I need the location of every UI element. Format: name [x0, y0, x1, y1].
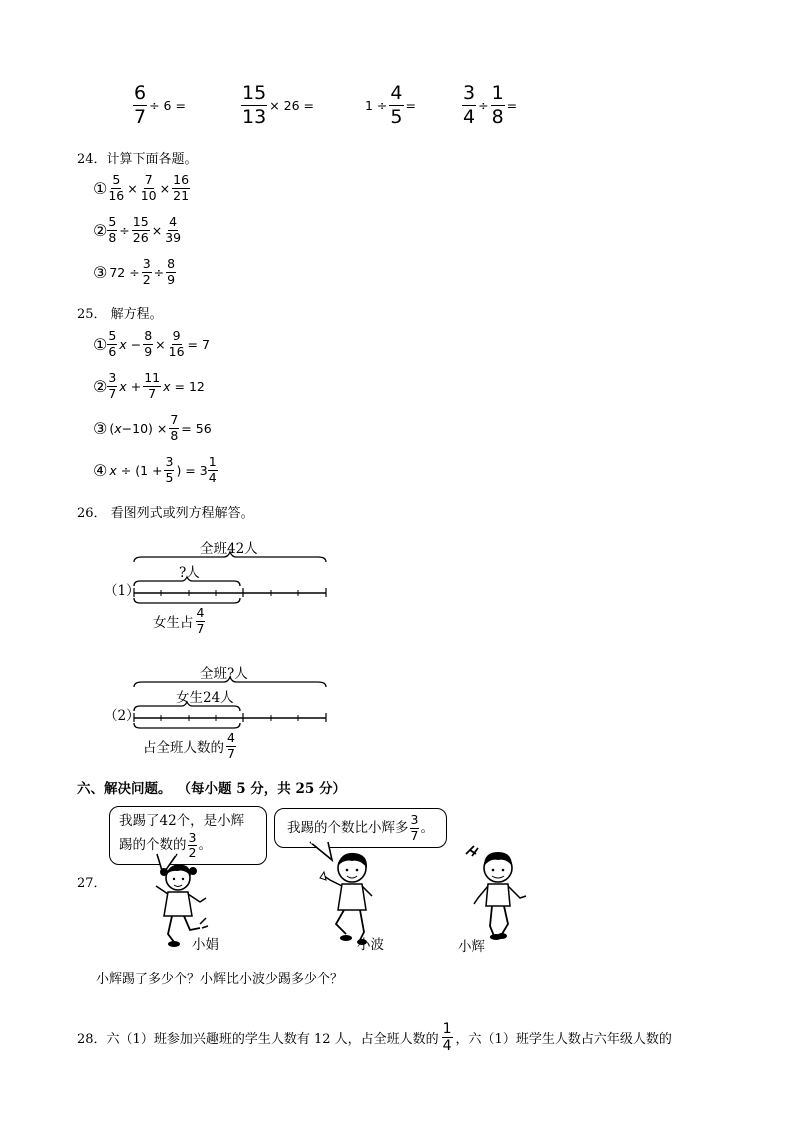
calc-item-3: 1 ÷ $\frac{4}{5}$ = — [365, 82, 416, 128]
speech-bubble-xiaojuan: 我踢了42个，是小辉 踢的个数的 $\frac{3}{2}$ 。 — [109, 806, 267, 865]
name-xiaohui: 小辉 — [458, 939, 485, 955]
diagram2-label: （2） — [104, 708, 140, 724]
q27-number: 27． — [77, 876, 107, 891]
diagram1-line-segment — [130, 550, 332, 606]
diagram1-bottom-label: 女生占 $\frac{4}{7}$ — [153, 605, 205, 636]
q25-item-4: ④ x ÷ (1 + $\frac{3}{5}$ ) = 3 $\frac{1}{4}$ — [93, 454, 217, 485]
q24-item-3: ③ 72 ÷ $\frac{3}{2}$ ÷ $\frac{8}{9}$ — [93, 256, 176, 287]
diagram2-part-label: 女生24人 — [176, 690, 234, 706]
q28-text: 28．六（1）班参加兴趣班的学生人数有 12 人，占全班人数的 $\frac{1}{4}$ ，六（1）班学生人数占六年级人数的 — [77, 1021, 672, 1054]
q25-title: 25． 解方程。 — [77, 307, 163, 322]
name-xiaojuan: 小娟 — [192, 937, 219, 953]
q24-item-1: ① $\frac{5}{16}$ × $\frac{7}{10}$ × $\frac{16}{21}$ — [93, 172, 190, 203]
diagram2-bottom-label: 占全班人数的 $\frac{4}{7}$ — [143, 730, 235, 761]
q27-question: 小辉踢了多少个？小辉比小波少踢多少个？ — [96, 972, 344, 987]
q25-item-2: ② $\frac{3}{7}$ x + $\frac{11}{7}$ x = 12 — [93, 370, 205, 401]
boy-xiaohui-illustration — [462, 842, 534, 942]
diagram2-line-segment — [130, 675, 332, 731]
speech-bubble-xiaobo: 我踢的个数比小辉多 $\frac{3}{7}$ 。 — [274, 808, 447, 848]
q26-title: 26． 看图列式或列方程解答。 — [77, 506, 254, 521]
calc-item-1: $\frac{6}{7}$ ÷ 6 = — [134, 82, 186, 128]
fraction: $\frac{1}{8}$ — [491, 82, 504, 128]
diagram1-total-label: 全班42人 — [200, 541, 258, 557]
calc-item-4: $\frac{3}{4}$ ÷ $\frac{1}{8}$ = — [463, 82, 518, 128]
fraction: $\frac{6}{7}$ — [134, 82, 147, 128]
name-xiaobo: 小波 — [357, 937, 384, 953]
section6-heading: 六、解决问题。 （每小题 5 分，共 25 分） — [77, 781, 346, 797]
fraction: $\frac{4}{5}$ — [390, 82, 403, 128]
diagram1-label: （1） — [104, 583, 140, 599]
fraction: $\frac{1}{4}$ — [442, 1021, 452, 1054]
q24-item-2: ② $\frac{5}{8}$ ÷ $\frac{15}{26}$ × $\frac{4}{39}$ — [93, 214, 182, 245]
q25-item-1: ① $\frac{5}{6}$ x − $\frac{8}{9}$ × $\frac{9}{16}$ = 7 — [93, 328, 210, 359]
diagram1-part-label: ?人 — [179, 565, 200, 581]
calc-item-2: $\frac{15}{13}$ × 26 = — [242, 82, 314, 128]
q25-item-3: ③ ( x −10) × $\frac{7}{8}$ = 56 — [93, 412, 212, 443]
fraction: $\frac{15}{13}$ — [242, 82, 267, 128]
fraction: $\frac{3}{4}$ — [463, 82, 476, 128]
q24-title: 24．计算下面各题。 — [77, 152, 198, 167]
diagram2-total-label: 全班?人 — [200, 666, 248, 682]
